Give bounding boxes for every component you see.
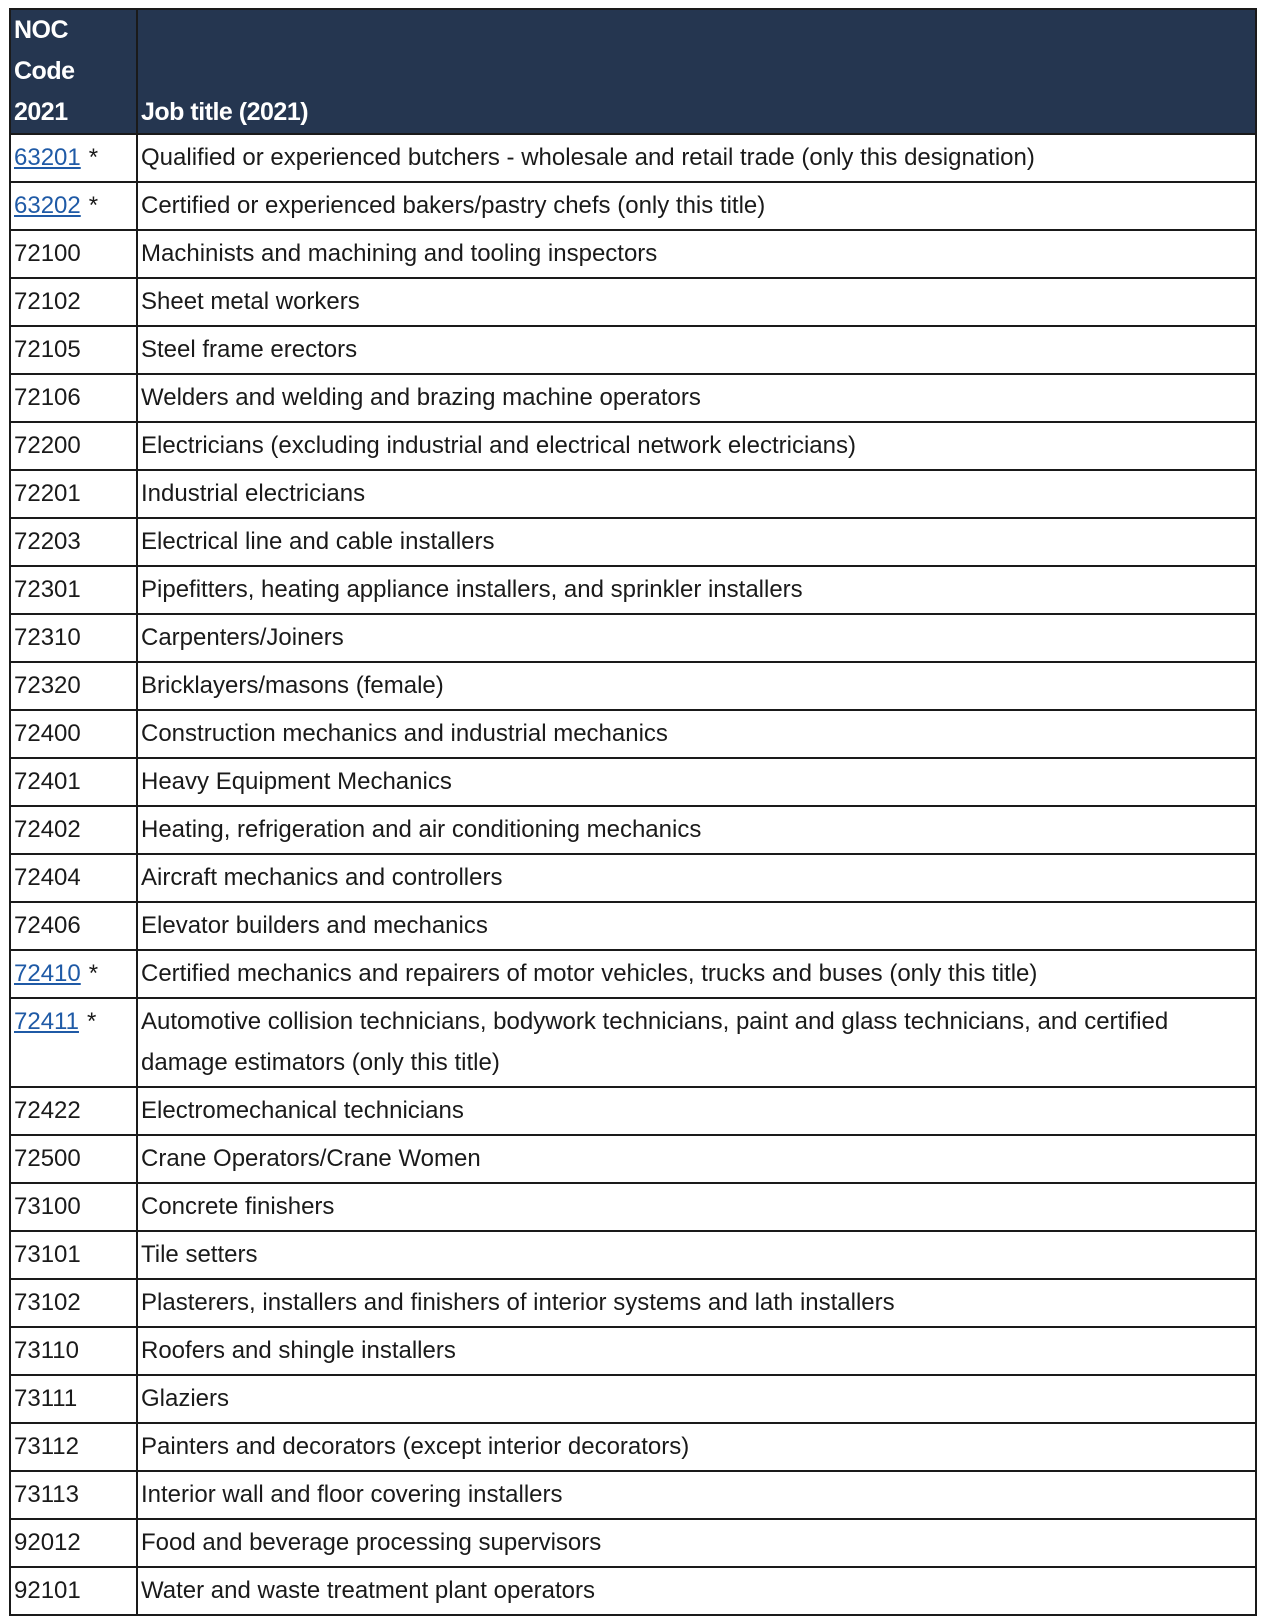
noc-code-cell	[10, 614, 137, 662]
noc-code-text: 92101	[14, 1577, 81, 1604]
table-row	[10, 566, 1256, 614]
table-row	[10, 1567, 1256, 1615]
noc-code-text: 72301	[14, 576, 81, 603]
noc-code-text: 72500	[14, 1145, 81, 1172]
table-row	[10, 470, 1256, 518]
noc-code-link[interactable]: 63202	[14, 192, 81, 219]
job-title-cell: Sheet metal workers	[137, 278, 1256, 326]
job-title-cell: Crane Operators/Crane Women	[137, 1135, 1256, 1183]
noc-table	[9, 8, 1257, 1616]
noc-code-text: 72400	[14, 720, 81, 747]
noc-code-cell	[10, 1279, 137, 1327]
noc-code-text: 72310	[14, 624, 81, 651]
noc-code-text: 73101	[14, 1241, 81, 1268]
noc-code-text: 73100	[14, 1193, 81, 1220]
job-title-cell: Steel frame erectors	[137, 326, 1256, 374]
noc-code-text: 73110	[14, 1337, 79, 1364]
noc-code-text: 72102	[14, 288, 81, 315]
job-title-cell: Painters and decorators (except interior decorators)	[137, 1423, 1256, 1471]
noc-code-cell	[10, 1327, 137, 1375]
noc-code-cell	[10, 662, 137, 710]
noc-code-text: 72201	[14, 480, 81, 507]
noc-code-text: 72404	[14, 864, 81, 891]
table-row	[10, 662, 1256, 710]
noc-code-cell	[10, 566, 137, 614]
table-header-row	[10, 9, 1256, 134]
table-row	[10, 1519, 1256, 1567]
job-title-cell: Plasterers, installers and finishers of interior systems and lath installers	[137, 1279, 1256, 1327]
table-row	[10, 1135, 1256, 1183]
table-row	[10, 518, 1256, 566]
noc-code-cell	[10, 374, 137, 422]
noc-code-cell	[10, 470, 137, 518]
noc-code-text: 92012	[14, 1529, 81, 1556]
noc-code-text: 72200	[14, 432, 81, 459]
table-row	[10, 710, 1256, 758]
job-title-cell: Elevator builders and mechanics	[137, 902, 1256, 950]
asterisk-marker: *	[86, 1008, 97, 1035]
job-title-cell: Tile setters	[137, 1231, 1256, 1279]
noc-code-text: 72106	[14, 384, 81, 411]
noc-code-text: 72406	[14, 912, 81, 939]
noc-code-cell[interactable]	[10, 134, 137, 182]
job-title-cell: Pipefitters, heating appliance installers, and sprinkler installers	[137, 566, 1256, 614]
job-title-cell: Welders and welding and brazing machine operators	[137, 374, 1256, 422]
table-row	[10, 1087, 1256, 1135]
noc-code-cell	[10, 1519, 137, 1567]
noc-code-text: 73113	[14, 1481, 79, 1508]
table-row	[10, 1375, 1256, 1423]
table-row	[10, 326, 1256, 374]
job-title-cell: Electricians (excluding industrial and electrical network electricians)	[137, 422, 1256, 470]
noc-code-cell	[10, 1471, 137, 1519]
noc-code-cell	[10, 806, 137, 854]
job-title-cell: Qualified or experienced butchers - wholesale and retail trade (only this designation)	[137, 134, 1256, 182]
job-title-cell: Heating, refrigeration and air conditioning mechanics	[137, 806, 1256, 854]
noc-code-cell	[10, 902, 137, 950]
table-row	[10, 1423, 1256, 1471]
table-row	[10, 806, 1256, 854]
table-body	[10, 134, 1256, 1615]
table-row	[10, 950, 1256, 998]
job-title-cell: Machinists and machining and tooling inspectors	[137, 230, 1256, 278]
noc-code-cell	[10, 1375, 137, 1423]
table-row	[10, 1231, 1256, 1279]
noc-code-link[interactable]: 72410	[14, 960, 81, 987]
noc-code-cell	[10, 278, 137, 326]
job-title-cell: Concrete finishers	[137, 1183, 1256, 1231]
noc-code-cell	[10, 422, 137, 470]
job-title-cell: Automotive collision technicians, bodywork technicians, paint and glass technicians, and certified damage estimators (only this title)	[137, 998, 1256, 1087]
table-row	[10, 902, 1256, 950]
job-title-cell: Glaziers	[137, 1375, 1256, 1423]
job-title-cell: Water and waste treatment plant operators	[137, 1567, 1256, 1615]
noc-code-text: 72100	[14, 240, 81, 267]
noc-code-text: 72105	[14, 336, 81, 363]
noc-code-cell	[10, 1135, 137, 1183]
asterisk-marker: *	[88, 144, 99, 171]
job-title-cell: Construction mechanics and industrial mechanics	[137, 710, 1256, 758]
table-row	[10, 1327, 1256, 1375]
table-row	[10, 854, 1256, 902]
job-title-cell: Carpenters/Joiners	[137, 614, 1256, 662]
table-row	[10, 278, 1256, 326]
job-title-cell: Interior wall and floor covering installers	[137, 1471, 1256, 1519]
job-title-cell: Bricklayers/masons (female)	[137, 662, 1256, 710]
header-noc-code	[10, 9, 137, 134]
noc-code-text: 72402	[14, 816, 81, 843]
job-title-cell: Food and beverage processing supervisors	[137, 1519, 1256, 1567]
noc-code-link[interactable]: 63201	[14, 144, 81, 171]
noc-code-cell	[10, 710, 137, 758]
job-title-cell: Certified or experienced bakers/pastry chefs (only this title)	[137, 182, 1256, 230]
noc-code-text: 72320	[14, 672, 81, 699]
noc-code-cell	[10, 1567, 137, 1615]
noc-code-cell[interactable]	[10, 950, 137, 998]
noc-code-cell	[10, 1087, 137, 1135]
header-noc-code-line1: NOC Code	[14, 16, 75, 85]
table-row	[10, 1183, 1256, 1231]
job-title-cell: Electrical line and cable installers	[137, 518, 1256, 566]
noc-code-text: 73102	[14, 1289, 81, 1316]
noc-code-cell	[10, 326, 137, 374]
noc-code-text: 73112	[14, 1433, 79, 1460]
noc-code-cell	[10, 854, 137, 902]
header-noc-code-line2: 2021	[14, 98, 68, 126]
noc-code-cell	[10, 1423, 137, 1471]
noc-code-cell[interactable]	[10, 182, 137, 230]
job-title-cell: Aircraft mechanics and controllers	[137, 854, 1256, 902]
noc-code-cell	[10, 758, 137, 806]
noc-code-cell	[10, 518, 137, 566]
job-title-cell: Industrial electricians	[137, 470, 1256, 518]
asterisk-marker: *	[88, 960, 99, 987]
noc-code-text: 72203	[14, 528, 81, 555]
noc-code-text: 72422	[14, 1097, 81, 1124]
noc-code-cell	[10, 230, 137, 278]
table-row	[10, 182, 1256, 230]
job-title-cell: Certified mechanics and repairers of motor vehicles, trucks and buses (only this title)	[137, 950, 1256, 998]
table-row	[10, 998, 1256, 1087]
table-row	[10, 422, 1256, 470]
noc-code-cell[interactable]	[10, 998, 137, 1087]
table-row	[10, 758, 1256, 806]
noc-code-link[interactable]: 72411	[14, 1008, 79, 1035]
job-title-cell: Roofers and shingle installers	[137, 1327, 1256, 1375]
table-row	[10, 134, 1256, 182]
table-row	[10, 1471, 1256, 1519]
table-row	[10, 1279, 1256, 1327]
noc-code-cell	[10, 1183, 137, 1231]
job-title-cell: Electromechanical technicians	[137, 1087, 1256, 1135]
asterisk-marker: *	[88, 192, 99, 219]
noc-code-text: 72401	[14, 768, 81, 795]
header-job-title: Job title (2021)	[137, 9, 1256, 134]
job-title-cell: Heavy Equipment Mechanics	[137, 758, 1256, 806]
table-row	[10, 614, 1256, 662]
noc-code-cell	[10, 1231, 137, 1279]
table-row	[10, 230, 1256, 278]
table-row	[10, 374, 1256, 422]
noc-code-text: 73111	[14, 1385, 78, 1412]
